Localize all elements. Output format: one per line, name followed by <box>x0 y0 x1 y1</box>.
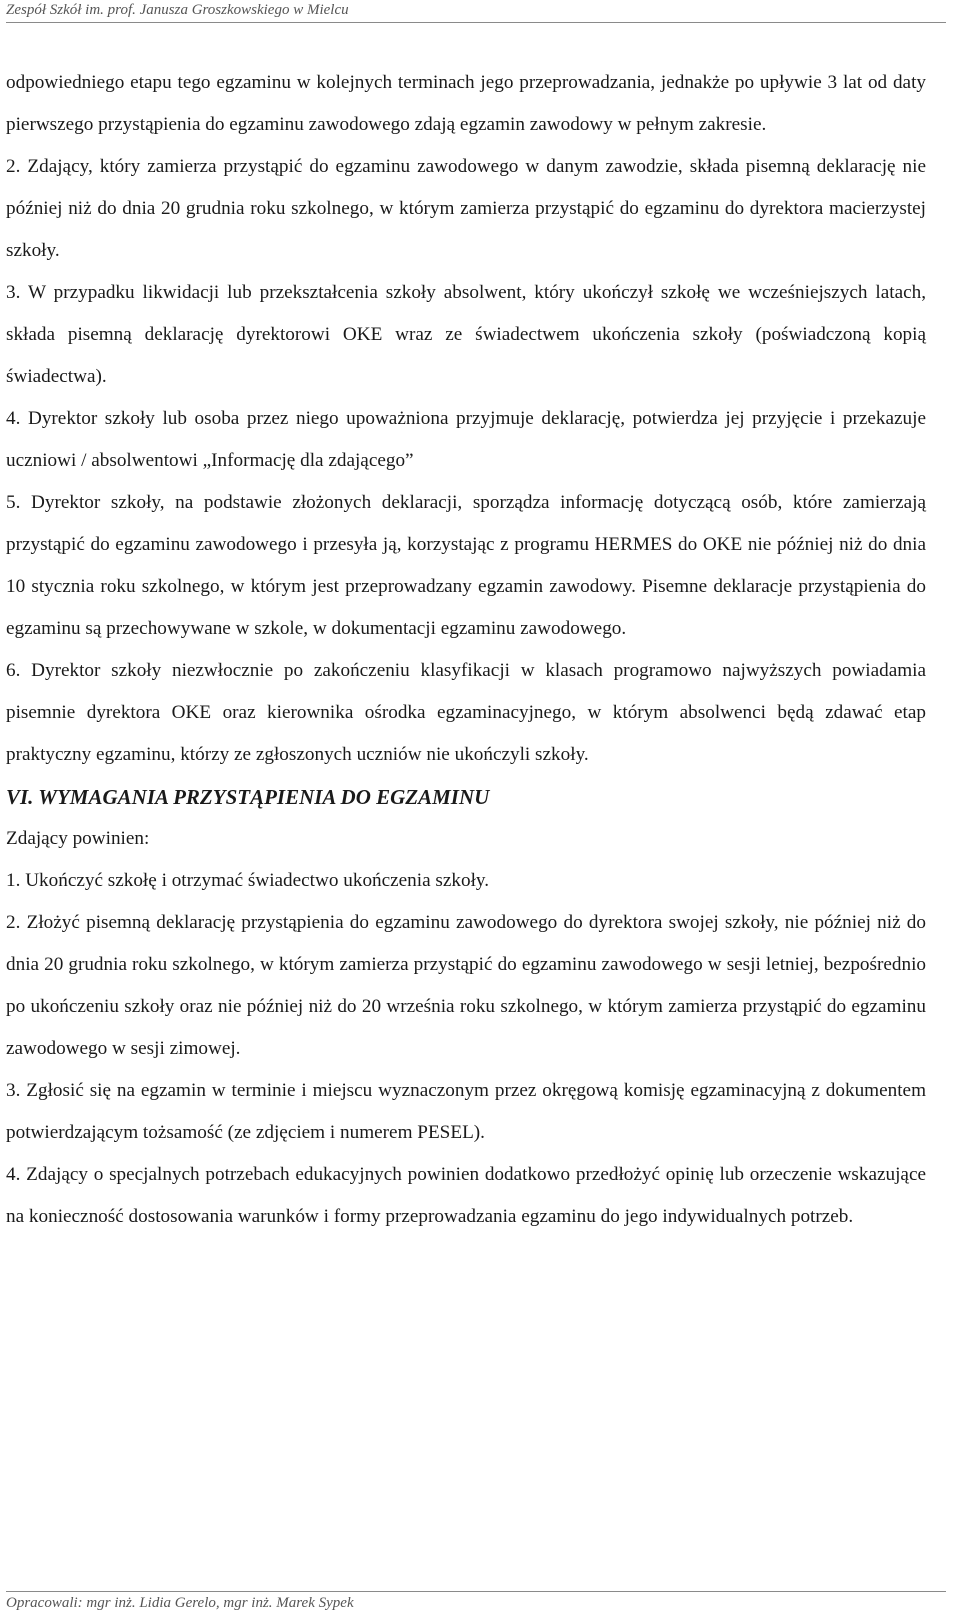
paragraph-item-2: 2. Zdający, który zamierza przystąpić do egzaminu zawodowego w danym zawodzie, składa pisemną deklarację nie później niż do dnia 20 grudnia roku szkolnego, w którym zamierza przystąpić do egzaminu do dyrektora macierzystej szkoły. <box>6 156 926 261</box>
paragraph-item-6: 6. Dyrektor szkoły niezwłocznie po zakończeniu klasyfikacji w klasach programowo najwyższych powiadamia pisemnie dyrektora OKE oraz kierownika ośrodka egzaminacyjnego, w którym absolwenci będą zdawać etap praktyczny egzaminu, którzy ze zgłoszonych uczniów nie ukończyli szkoły. <box>6 660 926 765</box>
page-footer <box>6 1591 946 1616</box>
paragraph-item-5: 5. Dyrektor szkoły, na podstawie złożonych deklaracji, sporządza informację dotyczącą osób, które zamierzają przystąpić do egzaminu zawodowego i przesyła ją, korzystając z programu HERMES do OKE nie później niż do dnia 10 stycznia roku szkolnego, w którym jest przeprowadzany egzamin zawodowy. Pisemne deklaracje przystąpienia do egzaminu są przechowywane w szkole, w dokumentacji egzaminu zawodowego. <box>6 492 926 639</box>
requirement-item-2: 2. Złożyć pisemną deklarację przystąpienia do egzaminu zawodowego do dyrektora swojej szkoły, nie później niż do dnia 20 grudnia roku szkolnego, w którym zamierza przystąpić do egzaminu zawodowego w sesji letniej, bezpośrednio po ukończeniu szkoły oraz nie później niż do 20 września roku szkolnego, w którym zamierza przystąpić do egzaminu zawodowego w sesji zimowej. <box>6 912 926 1059</box>
section-intro: Zdający powinien: <box>6 828 150 849</box>
paragraph-continuation: odpowiedniego etapu tego egzaminu w kolejnych terminach jego przeprowadzania, jednakże po upływie 3 lat od daty pierwszego przystąpienia do egzaminu zawodowego zdają egzamin zawodowy w pełnym zakresie. <box>6 72 926 135</box>
paragraph-item-3: 3. W przypadku likwidacji lub przekształcenia szkoły absolwent, który ukończył szkołę we wcześniejszych latach, składa pisemną deklarację dyrektorowi OKE wraz ze świadectwem ukończenia szkoły (poświadczoną kopią świadectwa). <box>6 282 926 387</box>
document-body <box>6 62 926 1238</box>
requirement-item-1: 1. Ukończyć szkołę i otrzymać świadectwo ukończenia szkoły. <box>6 870 490 891</box>
requirement-item-4: 4. Zdający o specjalnych potrzebach edukacyjnych powinien dodatkowo przedłożyć opinię lub orzeczenie wskazujące na konieczność dostosowania warunków i formy przeprowadzania egzaminu do jego indywidualnych potrzeb. <box>6 1164 926 1227</box>
section-heading: VI. WYMAGANIA PRZYSTĄPIENIA DO EGZAMINU <box>6 785 490 809</box>
footer-authors: Opracowali: mgr inż. Lidia Gerelo, mgr inż. Marek Sypek <box>6 1595 354 1611</box>
requirement-item-3: 3. Zgłosić się na egzamin w terminie i miejscu wyznaczonym przez okręgową komisję egzaminacyjną z dokumentem potwierdzającym tożsamość (ze zdjęciem i numerem PESEL). <box>6 1080 926 1143</box>
paragraph-item-4: 4. Dyrektor szkoły lub osoba przez niego upoważniona przyjmuje deklarację, potwierdza jej przyjęcie i przekazuje uczniowi / absolwentowi „Informację dla zdającego” <box>6 408 926 471</box>
page-header <box>6 0 946 23</box>
header-school-name: Zespół Szkół im. prof. Janusza Groszkowskiego w Mielcu <box>6 2 349 18</box>
